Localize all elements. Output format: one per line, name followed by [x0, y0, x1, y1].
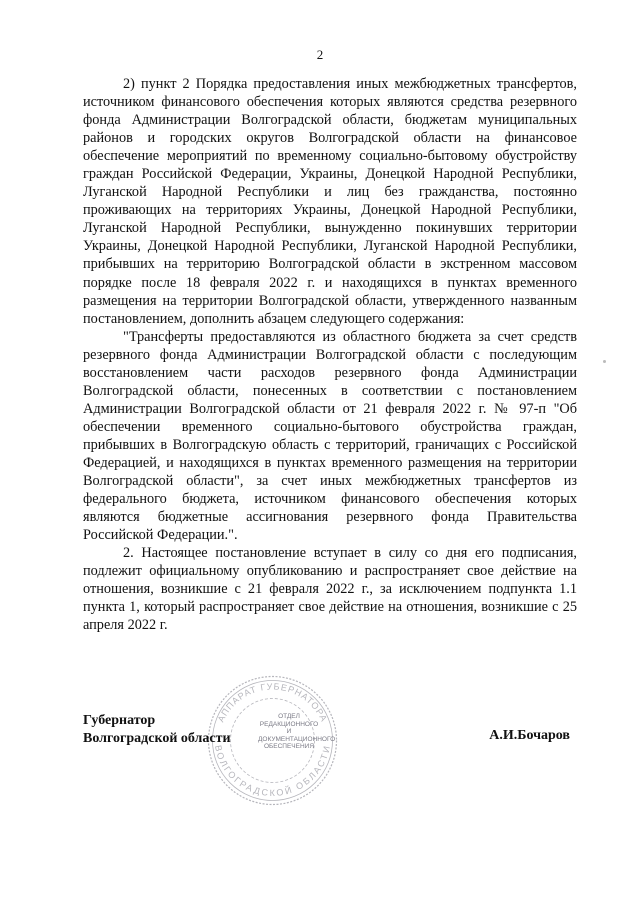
signer-name: А.И.Бочаров [489, 728, 570, 743]
paragraph-amendment: 2) пункт 2 Порядка предоставления иных межбюджетных трансфертов, источником финансового обеспечения которых являются средства резервного фонда Администрации Волгоградской области, бюджетам муниципальных районов и городских округов Волгоградской области на финансовое обеспечение мероприятий по временному социально-бытовому обустройству граждан Российской Федерации, Украины, Донецкой Народной Республики, Луганской Народной Республики и лиц без гражданства, постоянно проживающих на территориях Украины, Донецкой Народной Республики, Луганской Народной Республики, вынужденно покинувших территории Украины, Донецкой Народной Республики, Луганской Народной Республики, прибывших на территорию Волгоградской области в экстренном массовом порядке после 18 февраля 2022 г. и находящихся в пунктах временного размещения на территории Волгоградской области, утвержденного названным постановлением, дополнить абзацем следующего содержания: [83, 76, 577, 327]
paragraph-effective-date: 2. Настоящее постановление вступает в силу со дня его подписания, подлежит официальному опубликованию и распространяет свое действие на отношения, возникшие с 21 февраля 2022 г., за исключением подпункта 1.1 пункта 1, который распространяет свое действие на отношения, возникшие с 25 апреля 2022 г. [83, 545, 577, 634]
seal-inner-text [258, 713, 336, 751]
seal-inner-line: РЕДАКЦИОННОГО [259, 720, 319, 728]
seal-top-text: АППАРАТ ГУБЕРНАТОРА [215, 681, 330, 724]
signer-title [83, 712, 231, 748]
seal-inner-line: ОБЕСПЕЧЕНИЯ [263, 743, 315, 750]
seal-inner-line: И ДОКУМЕНТАЦИОННОГО [258, 728, 336, 743]
svg-text:ВОЛГОГРАДСКОЙ ОБЛАСТИ [213, 744, 332, 798]
signer-title-line1: Губернатор [83, 713, 156, 728]
seal-bottom-text: ВОЛГОГРАДСКОЙ ОБЛАСТИ [212, 744, 333, 798]
scan-speck [603, 360, 606, 363]
signer-title-line2: Волгоградской области [83, 731, 231, 746]
paragraph-quoted-addition: "Трансферты предоставляются из областного бюджета за счет средств резервного фонда Администрации Волгоградской области с последующим восстановлением части расходов резервного фонда Администрации Волгоградской области, понесенных в соответствии с постановлением Администрации Волгоградской области от 21 февраля 2022 г. № 97-п "Об обеспечении временного социально-бытового обустройства граждан, прибывших в Волгоградскую область с территорий, граничащих с Российской Федерацией, и находящихся в пунктах временного размещения на территории Волгоградской области", за счет иных межбюджетных трансфертов из федерального бюджета, источником финансового обеспечения которых являются бюджетные ассигнования резервного фонда Правительства Российской Федерации.". [83, 328, 577, 544]
document-body [83, 75, 577, 634]
seal-inner-line: ОТДЕЛ [278, 713, 300, 720]
page-number: 2 [316, 47, 324, 62]
